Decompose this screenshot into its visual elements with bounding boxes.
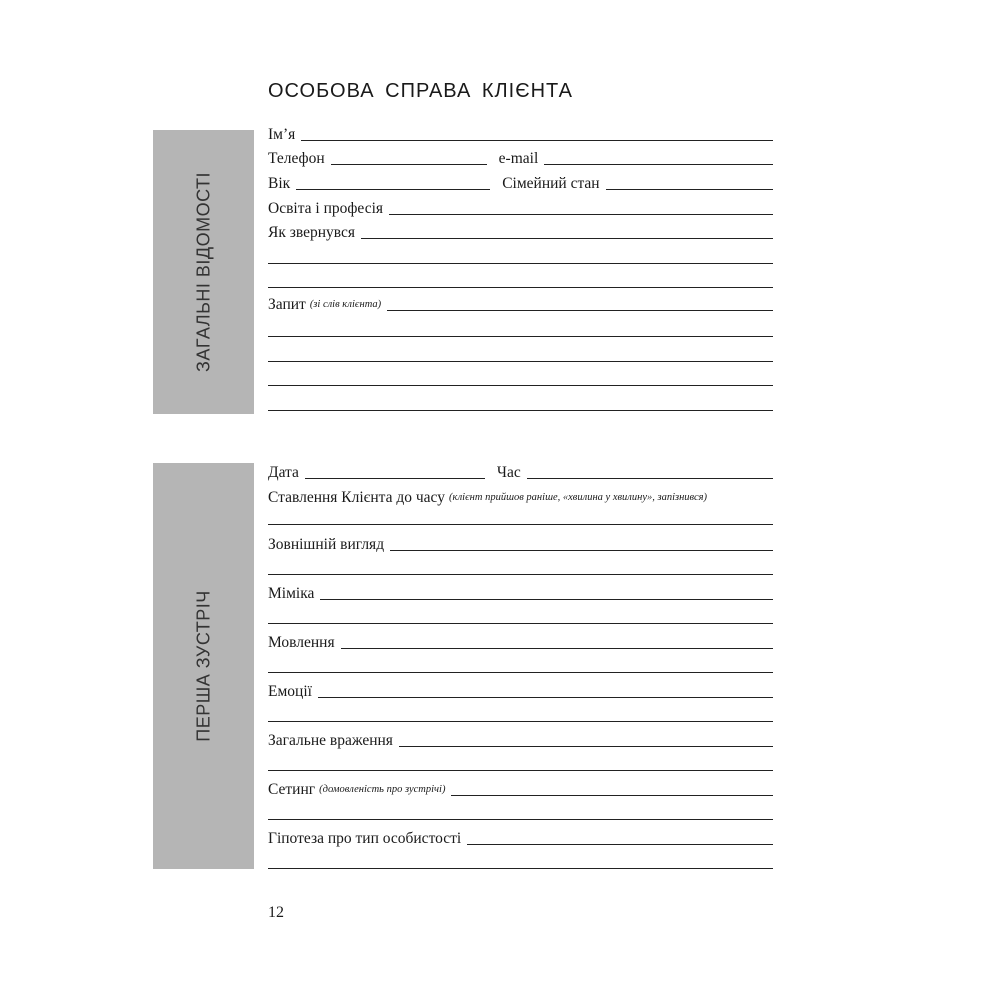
date-label: Дата	[268, 464, 299, 481]
setting-note: (домовленість про зустрічі)	[319, 784, 446, 795]
emotions-label: Емоції	[268, 683, 312, 700]
request-label: Запит	[268, 296, 306, 313]
appearance-row	[268, 534, 773, 552]
date-time-row	[268, 462, 773, 480]
general-info-form	[268, 124, 773, 414]
marital-status-field[interactable]	[606, 189, 773, 190]
referral-extra-line[interactable]	[268, 287, 773, 288]
page-title: ОСОБОВА СПРАВА КЛІЄНТА	[268, 80, 573, 102]
punctuality-row	[268, 487, 773, 505]
punctuality-label: Ставлення Клієнта до часу	[268, 489, 445, 506]
facial-expressions-label: Міміка	[268, 585, 315, 602]
referral-field[interactable]	[361, 238, 773, 239]
speech-row	[268, 632, 773, 650]
age-label: Вік	[268, 175, 291, 192]
setting-label: Сетинг	[268, 781, 316, 798]
request-note: (зі слів клієнта)	[309, 299, 382, 310]
marital-status-label: Сімейний стан	[502, 175, 600, 192]
name-field[interactable]	[301, 140, 773, 141]
first-meeting-side-label: ПЕРША ЗУСТРІЧ	[193, 590, 213, 742]
general-info-side-label: ЗАГАЛЬНІ ВІДОМОСТІ	[193, 171, 213, 373]
hypothesis-row	[268, 828, 773, 846]
punctuality-note: (клієнт прийшов раніше, «хвилина у хвилину», запізнився)	[448, 492, 708, 503]
referral-extra-line[interactable]	[268, 263, 773, 264]
facial-row	[268, 583, 773, 601]
first-meeting-sidebar	[153, 463, 254, 869]
age-marital-row	[268, 173, 773, 191]
education-row	[268, 198, 773, 216]
name-label: Ім’я	[268, 126, 296, 143]
facial-expressions-field[interactable]	[320, 599, 773, 600]
impression-label: Загальне враження	[268, 732, 393, 749]
age-field[interactable]	[296, 189, 490, 190]
appearance-label: Зовнішній вигляд	[268, 536, 385, 553]
hypothesis-field[interactable]	[467, 844, 773, 845]
hypothesis-extra-line[interactable]	[268, 868, 773, 869]
referral-label: Як звернувся	[268, 224, 356, 241]
time-label: Час	[496, 464, 521, 481]
first-meeting-form	[268, 462, 773, 872]
speech-extra-line[interactable]	[268, 672, 773, 673]
emotions-extra-line[interactable]	[268, 721, 773, 722]
setting-field[interactable]	[451, 795, 773, 796]
time-field[interactable]	[527, 478, 773, 479]
speech-label: Мовлення	[268, 634, 335, 651]
request-field[interactable]	[387, 310, 773, 311]
phone-email-row	[268, 148, 773, 166]
emotions-field[interactable]	[318, 697, 773, 698]
page-number: 12	[268, 904, 284, 921]
general-info-sidebar	[153, 130, 254, 414]
impression-row	[268, 730, 773, 748]
hypothesis-label: Гіпотеза про тип особистості	[268, 830, 462, 847]
request-extra-line[interactable]	[268, 361, 773, 362]
education-label: Освіта і професія	[268, 200, 384, 217]
appearance-extra-line[interactable]	[268, 574, 773, 575]
impression-extra-line[interactable]	[268, 770, 773, 771]
date-field[interactable]	[305, 478, 485, 479]
referral-row	[268, 222, 773, 240]
phone-label: Телефон	[268, 150, 325, 167]
name-row	[268, 124, 773, 142]
email-label: e-mail	[498, 150, 539, 167]
emotions-row	[268, 681, 773, 699]
setting-extra-line[interactable]	[268, 819, 773, 820]
email-field[interactable]	[544, 164, 773, 165]
request-extra-line[interactable]	[268, 385, 773, 386]
education-field[interactable]	[389, 214, 773, 215]
request-extra-line[interactable]	[268, 410, 773, 411]
appearance-field[interactable]	[390, 550, 773, 551]
request-extra-line[interactable]	[268, 336, 773, 337]
facial-extra-line[interactable]	[268, 623, 773, 624]
phone-field[interactable]	[331, 164, 487, 165]
speech-field[interactable]	[341, 648, 773, 649]
setting-row	[268, 779, 773, 797]
punctuality-line[interactable]	[268, 524, 773, 525]
request-row	[268, 294, 773, 312]
impression-field[interactable]	[399, 746, 773, 747]
